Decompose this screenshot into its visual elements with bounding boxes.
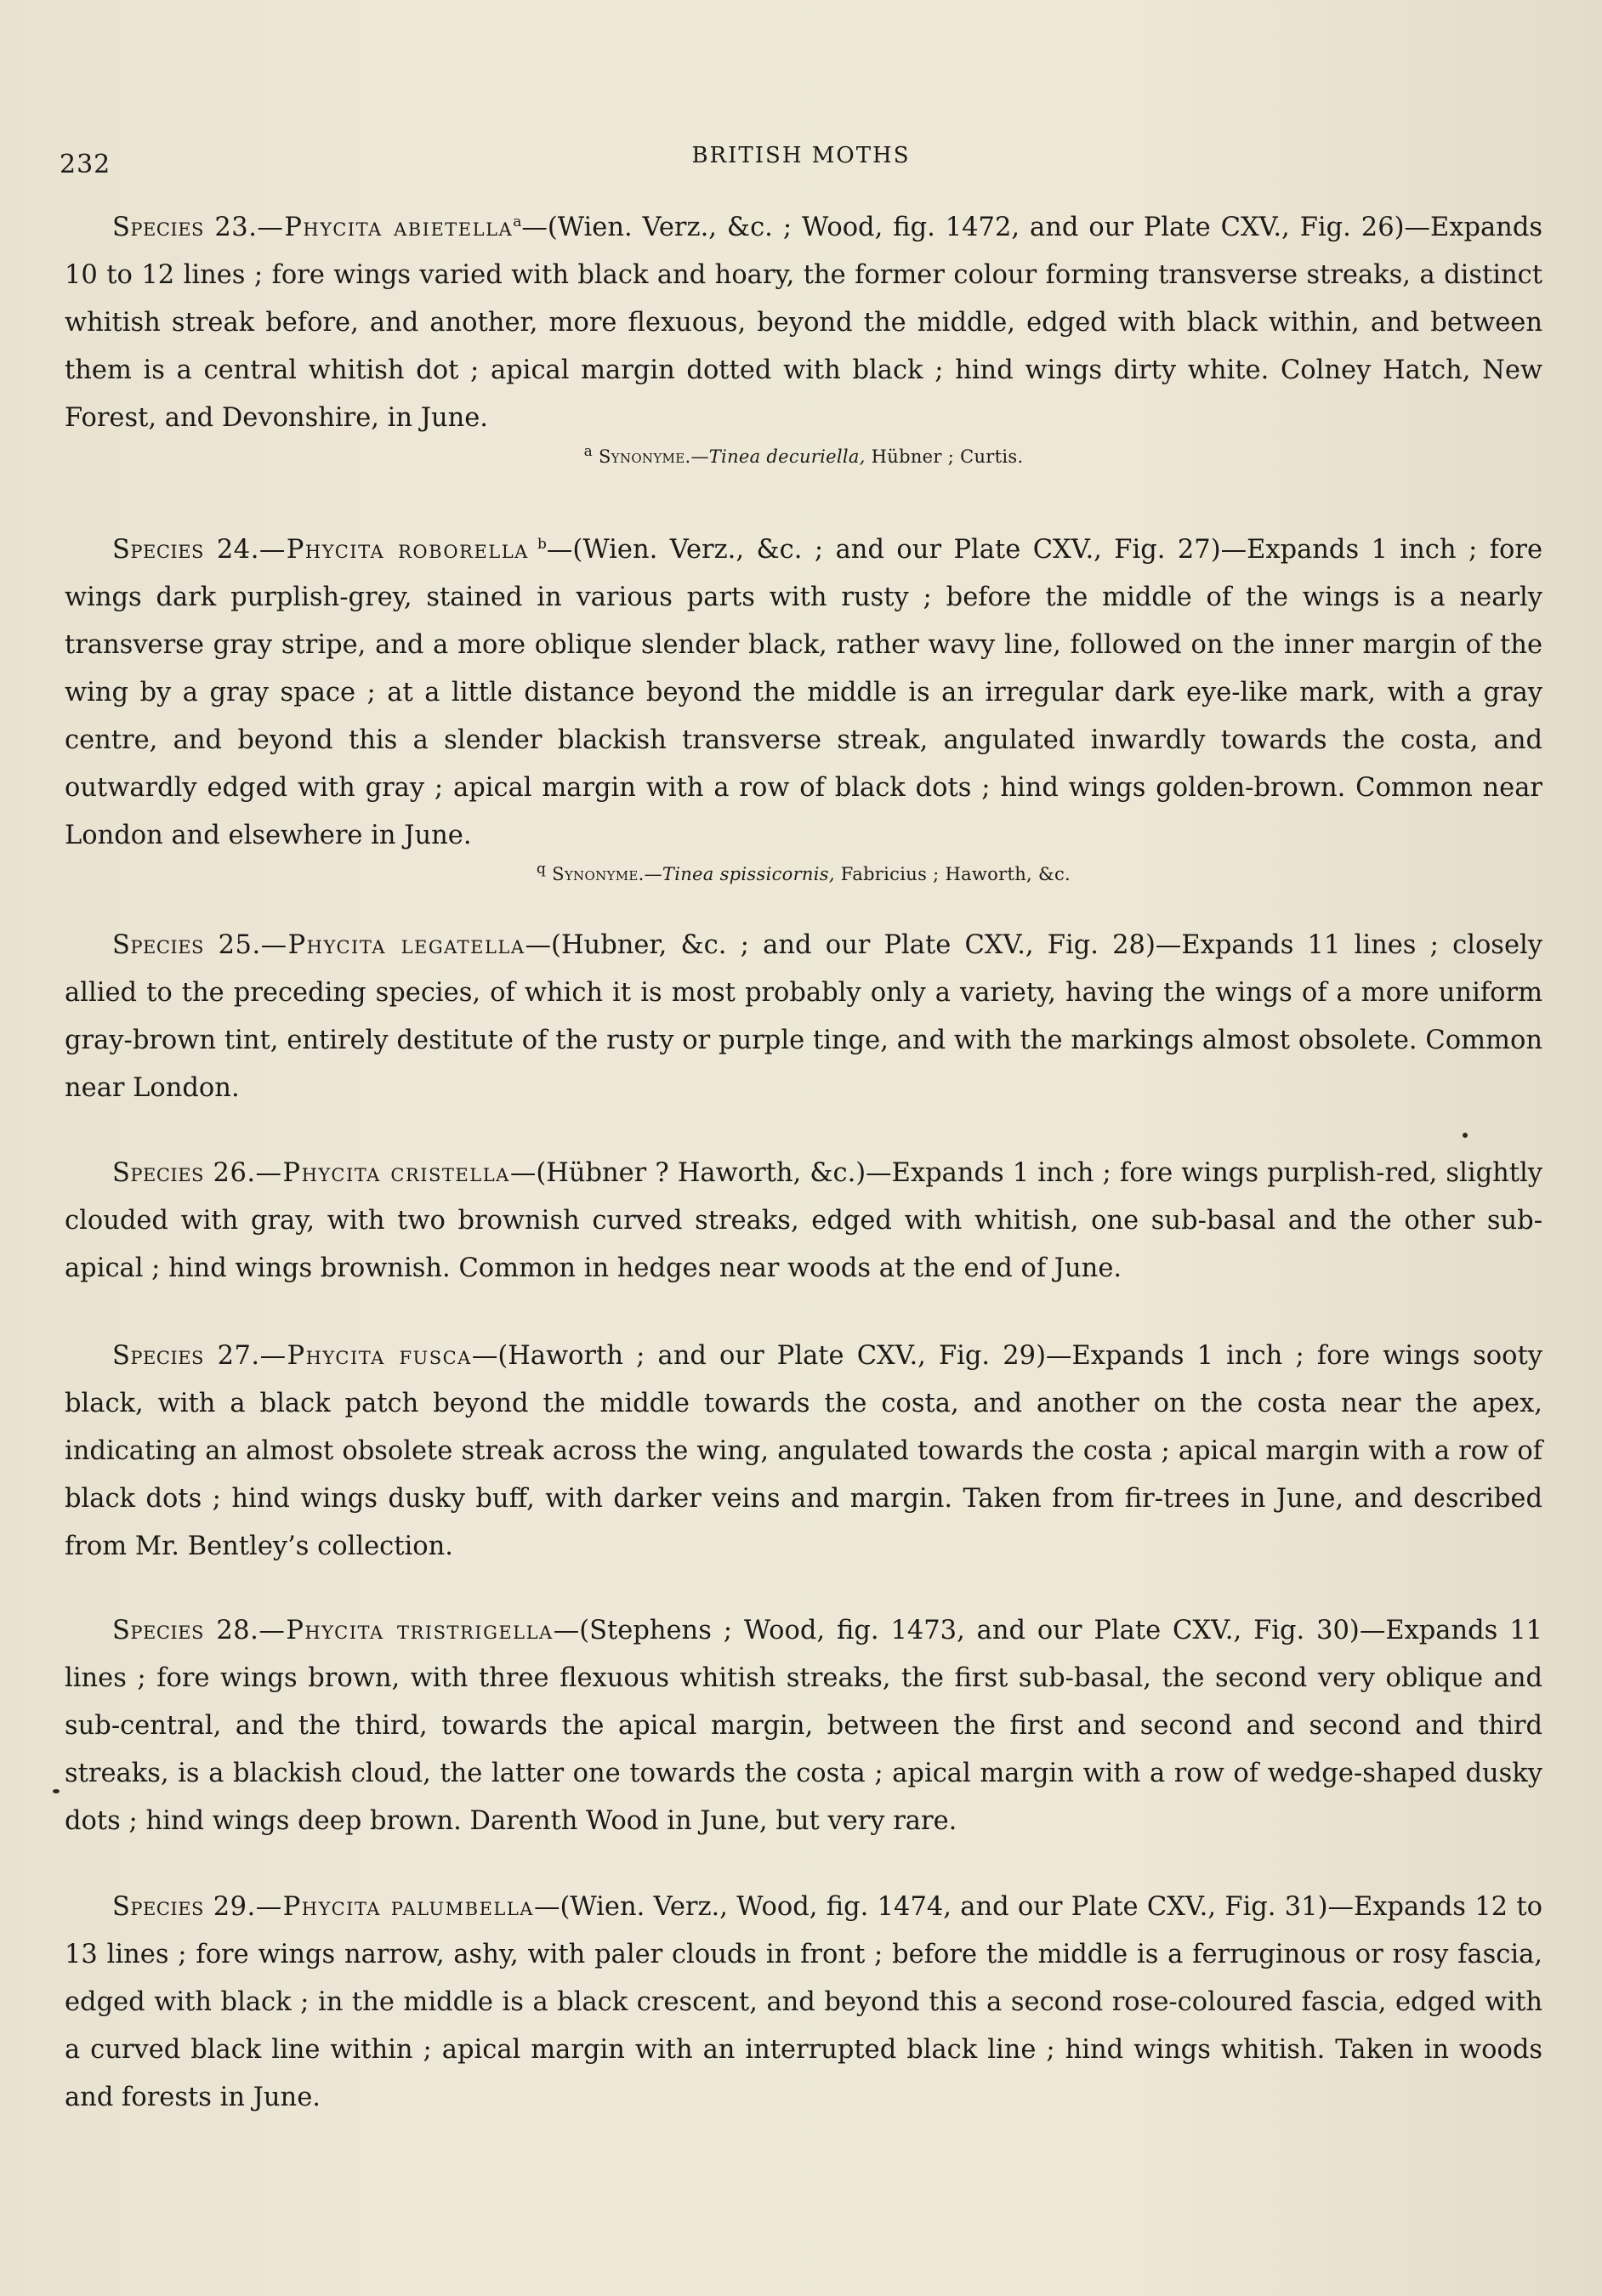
- species-label: Species 27.: [112, 1341, 260, 1371]
- species-name: —Phycita tristrigella: [258, 1616, 554, 1645]
- footnote-mark: q: [536, 861, 547, 878]
- species-27-entry: [65, 1333, 1542, 1571]
- ink-speck: [1463, 1133, 1468, 1138]
- species-label: Species 25.: [112, 930, 261, 960]
- synonym-authorities: Hübner ; Curtis.: [865, 446, 1024, 467]
- footnote-mark: a: [513, 213, 522, 230]
- species-label: Species 28.: [112, 1616, 259, 1645]
- footnote-mark: b: [528, 535, 547, 553]
- species-26-entry: [65, 1150, 1542, 1293]
- species-label: Species 24.: [112, 535, 259, 565]
- species-label: Species 23.: [112, 213, 258, 242]
- species-28-entry: [65, 1607, 1542, 1845]
- species-name: —Phycita cristella: [255, 1158, 510, 1188]
- species-23-entry: [65, 204, 1542, 469]
- species-description: —(Wien. Verz., &c. ; and our Plate CXV., Fig. 27)—Expands 1 inch ; fore wings dark purplish-grey, stained in various parts with rusty ; before the middle of the wings is a nearly transverse gray stripe, and a more oblique slender black, rather wavy line, followed on the inner margin of the wing by a gray space ; at a little distance beyond the middle is an irregular dark eye-like mark, with a gray centre, and beyond this a slender blackish transverse streak, angulated inwardly towards the costa, and outwardly edged with gray ; apical margin with a row of black dots ; hind wings golden-brown. Common near London and elsewhere in June.: [65, 535, 1543, 850]
- page-number: 232: [60, 150, 111, 179]
- ink-speck: [53, 1789, 60, 1793]
- species-label: Species 26.: [112, 1158, 256, 1188]
- species-description: —(Wien. Verz., Wood, fig. 1474, and our Plate CXV., Fig. 31)—Expands 12 to 13 lines ; fore wings narrow, ashy, with paler clouds in front ; before the middle is a ferruginous or rosy fascia, edged with black ; in the middle is a black crescent, and beyond this a second rose-coloured fascia, edged with a curved black line within ; apical margin with an interrupted black line ; hind wings whitish. Taken in woods and forests in June.: [65, 1892, 1542, 2112]
- running-head: BRITISH MOTHS: [691, 143, 911, 168]
- species-name: —Phycita palumbella: [255, 1892, 534, 1922]
- footnote-mark: a: [583, 443, 594, 460]
- species-description: —(Haworth ; and our Plate CXV., Fig. 29)—Expands 1 inch ; fore wings sooty black, with a black patch beyond the middle towards the costa, and another on the costa near the apex, indicating an almost obsolete streak across the wing, angulated towards the costa ; apical margin with a row of black dots ; hind wings dusky buff, with darker veins and margin. Taken from fir-trees in June, and described from Mr. Bentley’s collection.: [65, 1341, 1542, 1561]
- synonym-latin-name: Tinea decuriella,: [708, 446, 866, 467]
- species-name: —Phycita fusca: [259, 1341, 472, 1371]
- species-name: —Phycita abietella: [257, 213, 514, 242]
- species-29-entry: [65, 1884, 1542, 2122]
- synonym-authorities: Fabricius ; Haworth, &c.: [834, 864, 1071, 884]
- synonym-footnote: [65, 444, 1542, 469]
- synonym-footnote: [65, 861, 1542, 887]
- species-description: —(Hübner ? Haworth, &c.)—Expands 1 inch ; fore wings purplish-red, slightly clouded with gray, with two brownish curved streaks, edged with whitish, one sub-basal and the other sub-apical ; hind wings brownish. Common in hedges near woods at the end of June.: [65, 1158, 1542, 1283]
- species-description: —(Wien. Verz., &c. ; Wood, fig. 1472, and our Plate CXV., Fig. 26)—Expands 10 to 12 lines ; fore wings varied with black and hoary, the former colour forming transverse streaks, a distinct whitish streak before, and another, more flexuous, beyond the middle, edged with black within, and between them is a central whitish dot ; apical margin dotted with black ; hind wings dirty white. Colney Hatch, New Forest, and Devonshire, in June.: [65, 213, 1542, 433]
- species-label: Species 29.: [112, 1892, 256, 1922]
- species-name: —Phycita roborella: [258, 535, 529, 565]
- footnote-dash: —: [690, 446, 709, 467]
- synonym-label: Synonyme.: [552, 864, 645, 884]
- species-description: —(Stephens ; Wood, fig. 1473, and our Plate CXV., Fig. 30)—Expands 11 lines ; fore wings brown, with three flexuous whitish streaks, the first sub-basal, the second very oblique and sub-central, and the third, towards the apical margin, between the first and second and second and third streaks, is a blackish cloud, the latter one towards the costa ; apical margin with a row of wedge-shaped dusky dots ; hind wings deep brown. Darenth Wood in June, but very rare.: [65, 1616, 1543, 1836]
- species-24-entry: [65, 526, 1542, 887]
- footnote-dash: —: [644, 864, 662, 884]
- synonym-label: Synonyme.: [599, 446, 691, 467]
- species-name: —Phycita legatella: [260, 930, 525, 960]
- synonym-latin-name: Tinea spissicornis,: [662, 864, 835, 884]
- species-description: —(Hubner, &c. ; and our Plate CXV., Fig. 28)—Expands 11 lines ; closely allied to the preceding species, of which it is most probably only a variety, having the wings of a more uniform gray-brown tint, entirely destitute of the rusty or purple tinge, and with the markings almost obsolete. Common near London.: [65, 930, 1542, 1103]
- species-25-entry: [65, 922, 1542, 1112]
